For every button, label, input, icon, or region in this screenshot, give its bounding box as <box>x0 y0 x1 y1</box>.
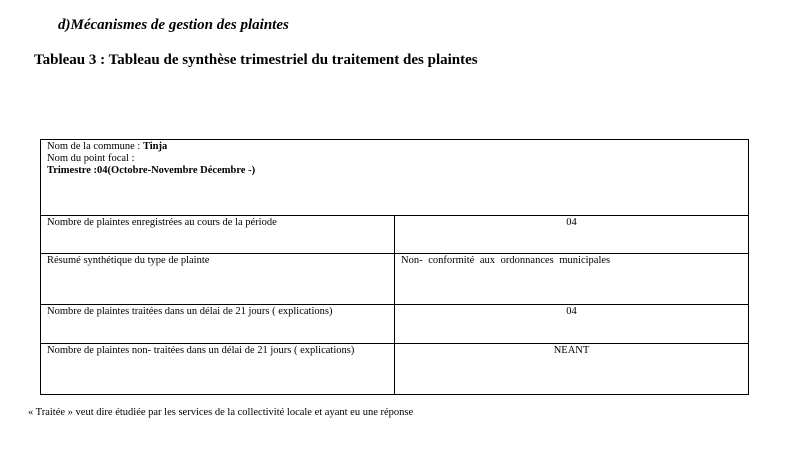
table-title: Tableau 3 : Tableau de synthèse trimestriel du traitement des plaintes <box>34 52 478 68</box>
focal-point-label: Nom du point focal : <box>47 153 135 164</box>
row-label-registered: Nombre de plaintes enregistrées au cours de la période <box>41 215 395 253</box>
table-header-row <box>41 140 749 216</box>
complaints-summary-table <box>40 139 749 395</box>
table-row-registered <box>41 215 749 253</box>
row-label-untreated: Nombre de plaintes non- traitées dans un délai de 21 jours ( explications) <box>41 343 395 394</box>
quarter-label: Trimestre :04(Octobre-Novembre Décembre -) <box>47 165 256 176</box>
row-value-registered: 04 <box>395 215 749 253</box>
row-label-treated: Nombre de plaintes traitées dans un délai de 21 jours ( explications) <box>41 305 395 343</box>
commune-line <box>47 141 748 153</box>
row-value-untreated: NEANT <box>395 343 749 394</box>
row-value-complaint-type: Non- conformité aux ordonnances municipales <box>395 253 749 304</box>
section-heading: d)Mécanismes de gestion des plaintes <box>58 17 289 33</box>
header-cell <box>41 140 749 216</box>
commune-value: Tinja <box>142 141 168 152</box>
table-row-treated <box>41 305 749 343</box>
table-row-untreated <box>41 343 749 394</box>
row-label-complaint-type: Résumé synthétique du type de plainte <box>41 253 395 304</box>
row-value-treated: 04 <box>395 305 749 343</box>
table-row-complaint-type <box>41 253 749 304</box>
commune-label: Nom de la commune : <box>47 141 143 152</box>
footnote: « Traitée » veut dire étudiée par les services de la collectivité locale et ayant eu une réponse <box>28 407 414 418</box>
